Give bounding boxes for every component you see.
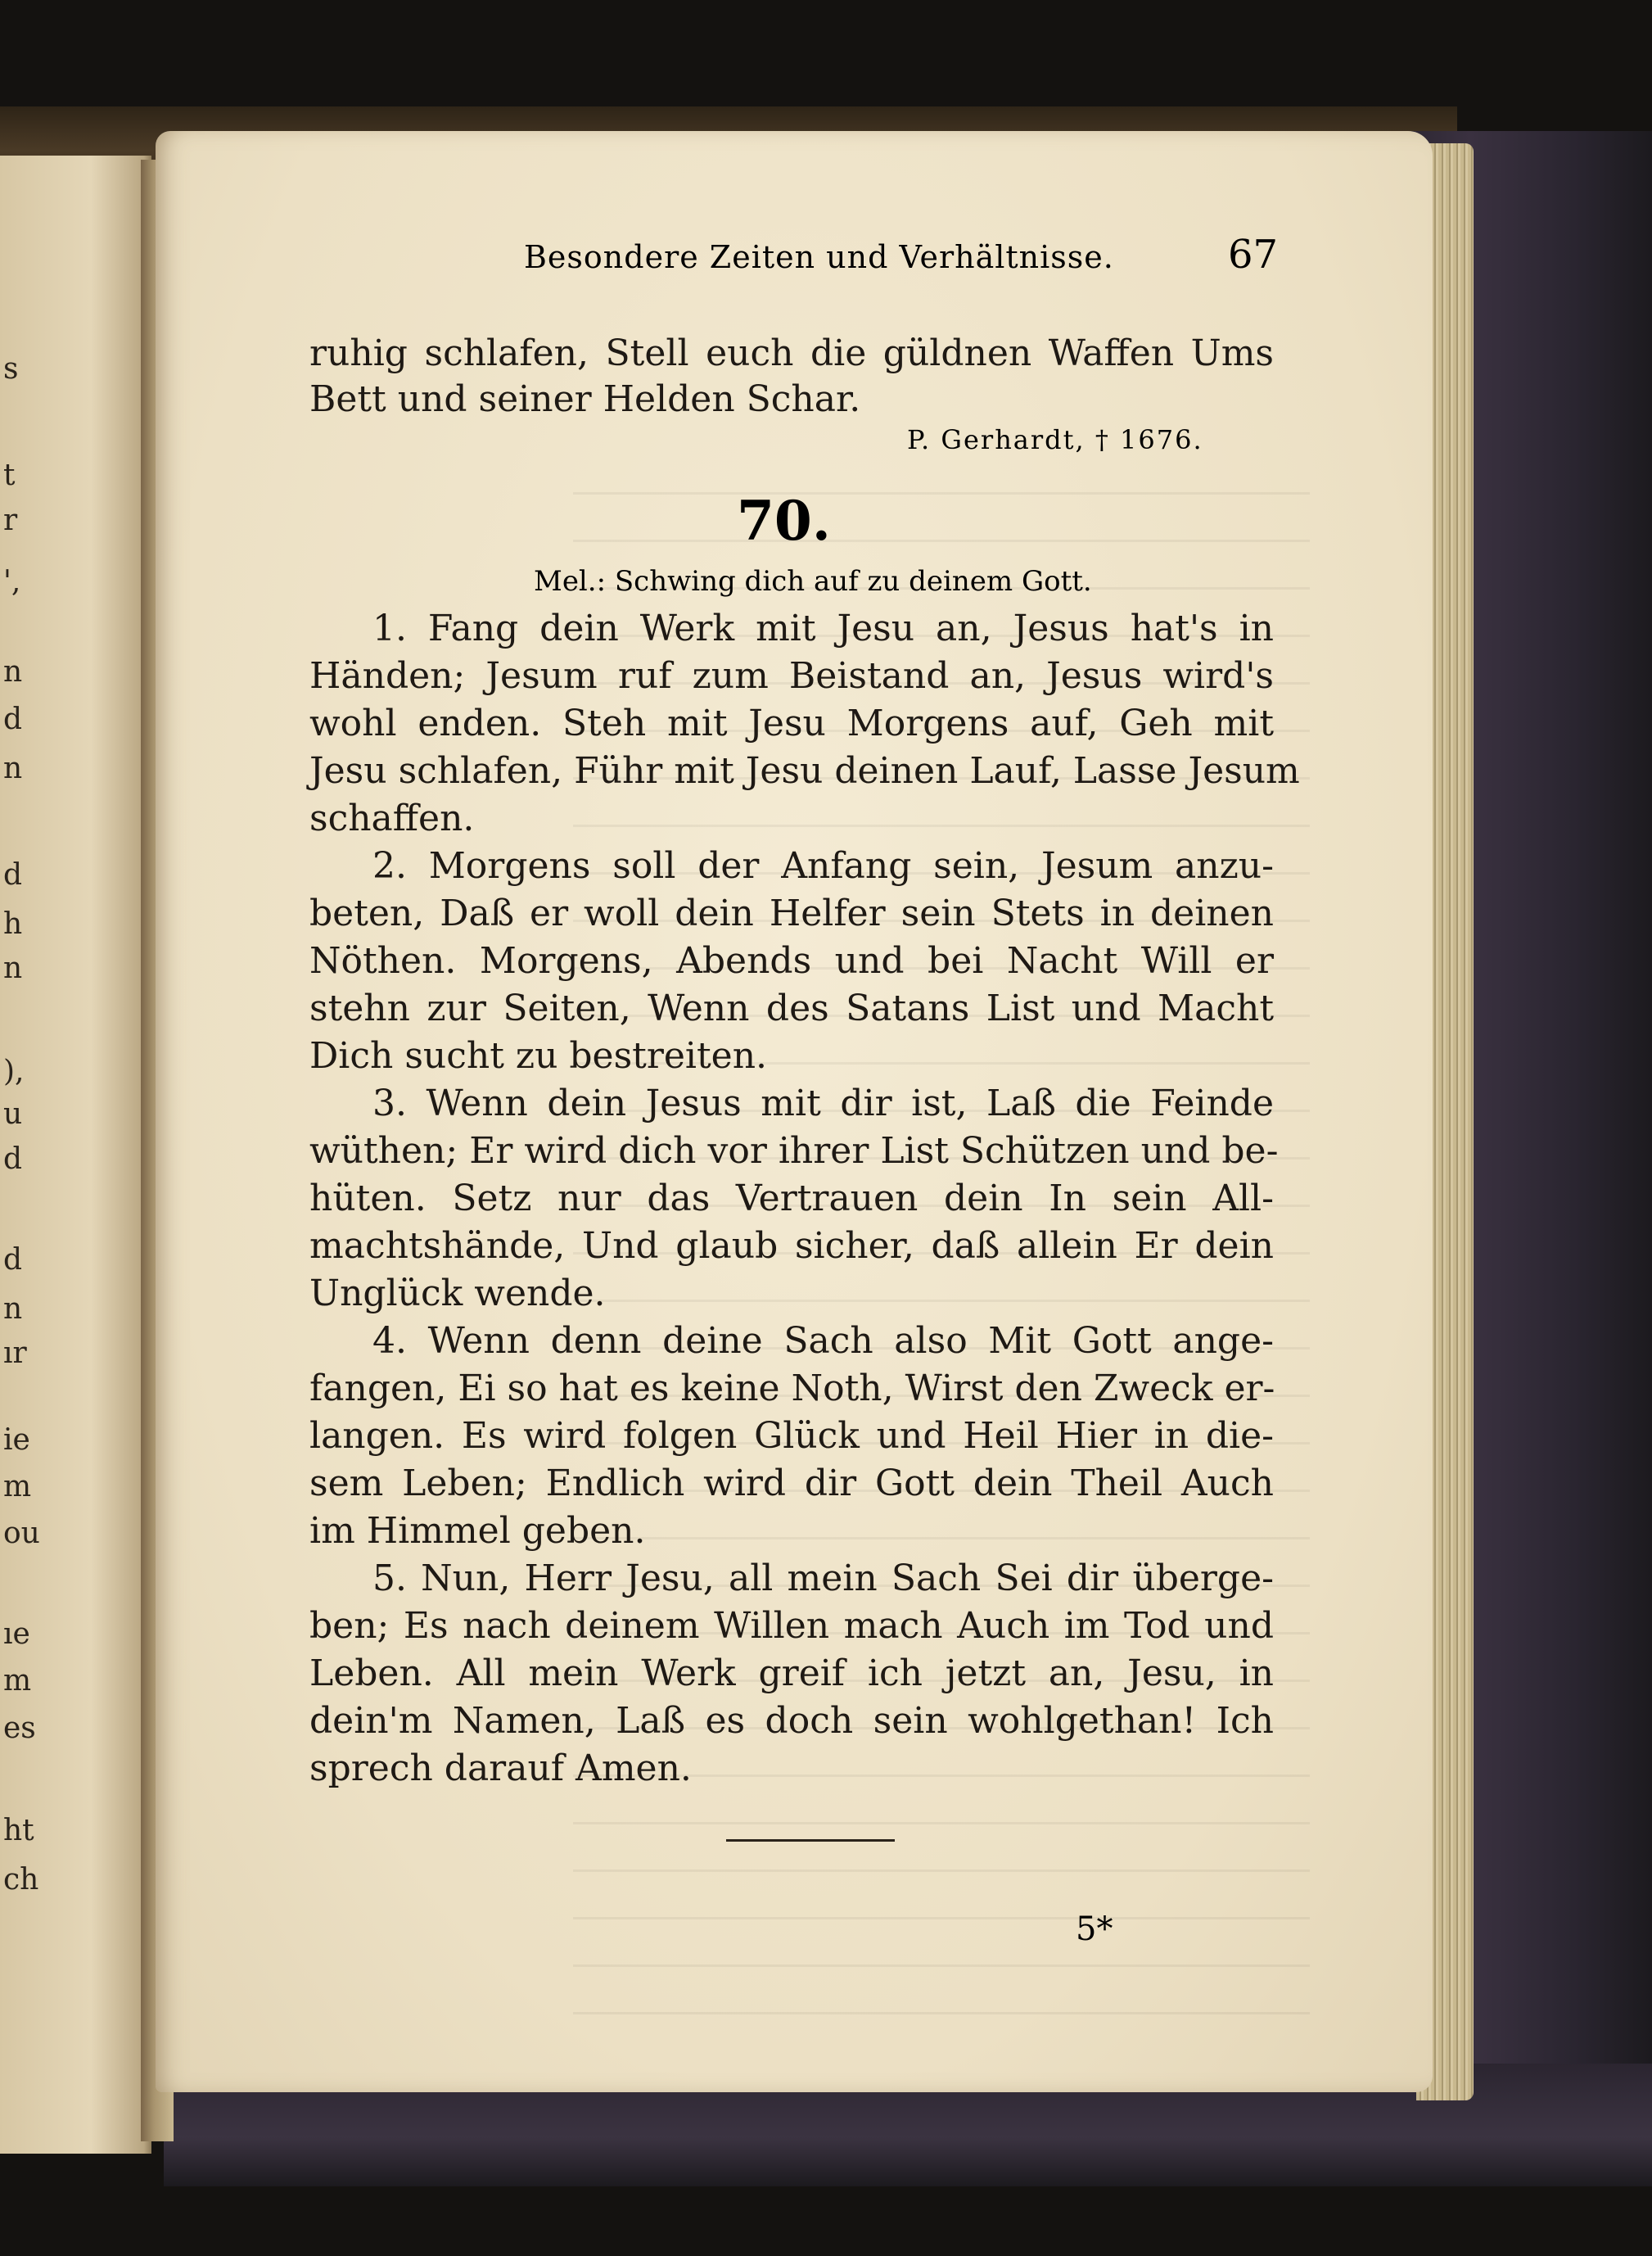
verse-line: 4. Wenn denn deine Sach also Mit Gott ange-: [372, 1320, 1274, 1362]
left-fragment: s: [3, 352, 19, 386]
left-fragment: n: [3, 1292, 23, 1326]
left-fragment: h: [3, 907, 23, 941]
left-fragment: ou: [3, 1517, 40, 1550]
left-fragment: n: [3, 952, 23, 985]
verse-line: fangen, Ei so hat es keine Noth, Wirst den Zweck er-: [309, 1368, 1275, 1409]
signature-mark: 5*: [1076, 1910, 1113, 1948]
verse-line: wohl enden. Steh mit Jesu Morgens auf, Geh mit: [309, 703, 1274, 744]
verse-line: 3. Wenn dein Jesus mit dir ist, Laß die Feinde: [372, 1083, 1274, 1124]
left-fragment: ',: [3, 565, 21, 599]
left-fragment: u: [3, 1097, 23, 1131]
verse-line: Händen; Jesum ruf zum Beistand an, Jesus wird's: [309, 655, 1274, 697]
running-head: [524, 239, 1261, 288]
verse-line: Nöthen. Morgens, Abends und bei Nacht Will er: [309, 940, 1274, 982]
left-fragment: ht: [3, 1814, 34, 1847]
verse-line: 5. Nun, Herr Jesu, all mein Sach Sei dir überge-: [372, 1557, 1274, 1599]
page-number: 67: [1228, 232, 1279, 278]
verse-line: 1. Fang dein Werk mit Jesu an, Jesus hat's in: [372, 608, 1274, 649]
verse-line: sem Leben; Endlich wird dir Gott dein Theil Auch: [309, 1463, 1274, 1504]
verse-line: im Himmel geben.: [309, 1510, 646, 1552]
left-fragment: n: [3, 655, 23, 689]
left-fragment: n: [3, 752, 23, 785]
melody-line: Mel.: Schwing dich auf zu deinem Gott.: [534, 565, 1092, 598]
text-line: Bett und seiner Helden Schar.: [309, 378, 861, 420]
end-rule: [726, 1839, 895, 1842]
verse-line: beten, Daß er woll dein Helfer sein Stets in deinen: [309, 893, 1274, 934]
left-fragment: d: [3, 858, 23, 892]
verse-line: stehn zur Seiten, Wenn des Satans List und Macht: [309, 988, 1274, 1029]
left-fragment: ),: [3, 1055, 25, 1088]
verse-line: Unglück wende.: [309, 1273, 606, 1314]
left-fragment: m: [3, 1664, 32, 1698]
verse-line: Leben. All mein Werk greif ich jetzt an, Jesu, in: [309, 1652, 1274, 1694]
left-fragment: ıe: [3, 1617, 30, 1651]
left-fragment: ch: [3, 1863, 39, 1897]
left-fragment: m: [3, 1470, 32, 1503]
verse-line: Jesu schlafen, Führ mit Jesu deinen Lauf, Lasse Jesum: [309, 750, 1300, 792]
verse-line: hüten. Setz nur das Vertrauen dein In sein All-: [309, 1178, 1274, 1219]
left-page-text-fragments: [0, 0, 40, 2256]
verse-line: schaffen.: [309, 798, 475, 839]
running-title: Besondere Zeiten und Verhältnisse.: [524, 239, 1114, 275]
left-fragment: d: [3, 703, 23, 736]
hymn-number: 70.: [737, 489, 831, 553]
author-attribution: P. Gerhardt, † 1676.: [907, 424, 1203, 455]
verse-line: ben; Es nach deinem Willen mach Auch im Tod und: [309, 1605, 1274, 1647]
verse-line: wüthen; Er wird dich vor ihrer List Schützen und be-: [309, 1130, 1279, 1172]
verse-line: sprech darauf Amen.: [309, 1747, 692, 1789]
left-fragment: d: [3, 1142, 23, 1176]
verse-line: langen. Es wird folgen Glück und Heil Hier in die-: [309, 1415, 1274, 1457]
left-fragment: r: [3, 504, 18, 537]
left-fragment: d: [3, 1243, 23, 1277]
left-fragment: t: [3, 459, 16, 492]
verse-line: dein'm Namen, Laß es doch sein wohlgethan! Ich: [309, 1700, 1274, 1742]
left-fragment: es: [3, 1711, 36, 1745]
text-line: ruhig schlafen, Stell euch die güldnen Waffen Ums: [309, 332, 1274, 374]
verse-line: Dich sucht zu bestreiten.: [309, 1035, 768, 1077]
left-fragment: ır: [3, 1336, 27, 1370]
verse-line: machtshände, Und glaub sicher, daß allein Er dein: [309, 1225, 1274, 1267]
left-fragment: ie: [3, 1423, 30, 1457]
verse-line: 2. Morgens soll der Anfang sein, Jesum anzu-: [372, 845, 1274, 887]
